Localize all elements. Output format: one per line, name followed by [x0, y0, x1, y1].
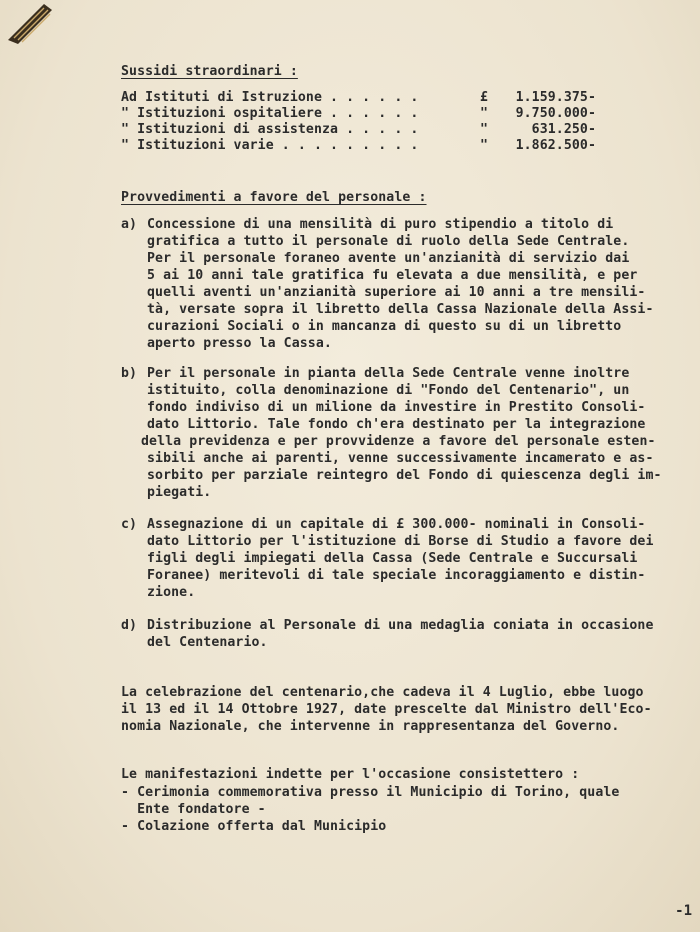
- paragraph-line: il 13 ed il 14 Ottobre 1927, date prescelte dal Ministro dell'Eco-: [121, 702, 652, 717]
- sussidi-row-currency: ": [480, 106, 489, 121]
- provvedimenti-heading: Provvedimenti a favore del personale :: [121, 190, 427, 205]
- item-line: istituito, colla denominazione di "Fondo del Centenario", un: [147, 383, 630, 398]
- item-line: Per il personale foraneo avente un'anzianità di servizio dai: [147, 251, 630, 266]
- sussidi-row-value: 631.250-: [531, 122, 596, 137]
- item-line: Concessione di una mensilità di puro stipendio a titolo di: [147, 217, 614, 232]
- item-line: tà, versate sopra il libretto della Cassa Nazionale della Assi-: [147, 302, 654, 317]
- sussidi-row-label: " Istituzioni di assistenza . . . . .: [121, 122, 419, 137]
- item-marker: d): [121, 618, 138, 633]
- list-item: Ente fondatore -: [121, 802, 266, 817]
- paragraph-line: nomia Nazionale, che intervenne in rappresentanza del Governo.: [121, 719, 620, 734]
- sussidi-row-value: 1.159.375-: [515, 90, 596, 105]
- item-line: Assegnazione di un capitale di £ 300.000- nominali in Consoli-: [147, 517, 646, 532]
- item-line: della previdenza e per provvidenze a favore del personale esten-: [141, 434, 656, 449]
- item-line: figli degli impiegati della Cassa (Sede Centrale e Succursali: [147, 551, 638, 566]
- item-line: aperto presso la Cassa.: [147, 336, 332, 351]
- sussidi-row-label: " Istituzioni varie . . . . . . . . .: [121, 138, 419, 153]
- item-line: sibili anche ai parenti, venne successivamente incamerato e as-: [147, 451, 654, 466]
- item-line: Foranee) meritevoli di tale speciale incoraggiamento e distin-: [147, 568, 646, 583]
- item-line: piegati.: [147, 485, 212, 500]
- item-line: del Centenario.: [147, 635, 268, 650]
- item-line: fondo indiviso di un milione da investire in Prestito Consoli-: [147, 400, 646, 415]
- item-line: dato Littorio. Tale fondo ch'era destinato per la integrazione: [147, 417, 646, 432]
- item-line: sorbito per parziale reintegro del Fondo di quiescenza degli im-: [147, 468, 662, 483]
- sussidi-row-label: " Istituzioni ospitaliere . . . . . .: [121, 106, 419, 121]
- item-line: 5 ai 10 anni tale gratifica fu elevata a due mensilità, e per: [147, 268, 638, 283]
- sussidi-heading: Sussidi straordinari :: [121, 64, 298, 79]
- item-line: Per il personale in pianta della Sede Centrale venne inoltre: [147, 366, 630, 381]
- item-line: quelli aventi un'anzianità superiore ai 10 anni a tre mensili-: [147, 285, 646, 300]
- item-line: gratifica a tutto il personale di ruolo della Sede Centrale.: [147, 234, 630, 249]
- sussidi-row-currency: ": [480, 138, 489, 153]
- sussidi-row-label: Ad Istituti di Istruzione . . . . . .: [121, 90, 419, 105]
- sussidi-row-currency: £: [480, 90, 489, 105]
- paper-clip-mark: [4, 0, 54, 44]
- item-line: zione.: [147, 585, 196, 600]
- sussidi-row-currency: ": [480, 122, 489, 137]
- item-line: Distribuzione al Personale di una medaglia coniata in occasione: [147, 618, 654, 633]
- item-marker: b): [121, 366, 138, 381]
- manifestazioni-intro: Le manifestazioni indette per l'occasione consistettero :: [121, 767, 580, 782]
- item-line: dato Littorio per l'istituzione di Borse di Studio a favore dei: [147, 534, 654, 549]
- sussidi-row-value: 9.750.000-: [515, 106, 596, 121]
- list-item: - Cerimonia commemorativa presso il Municipio di Torino, quale: [121, 785, 620, 800]
- item-marker: c): [121, 517, 138, 532]
- sussidi-row-value: 1.862.500-: [515, 138, 596, 153]
- paragraph-line: La celebrazione del centenario,che cadeva il 4 Luglio, ebbe luogo: [121, 685, 644, 700]
- item-marker: a): [121, 217, 138, 232]
- page-number: -1: [675, 903, 692, 919]
- list-item: - Colazione offerta dal Municipio: [121, 819, 387, 834]
- item-line: curazioni Sociali o in mancanza di questo su di un libretto: [147, 319, 622, 334]
